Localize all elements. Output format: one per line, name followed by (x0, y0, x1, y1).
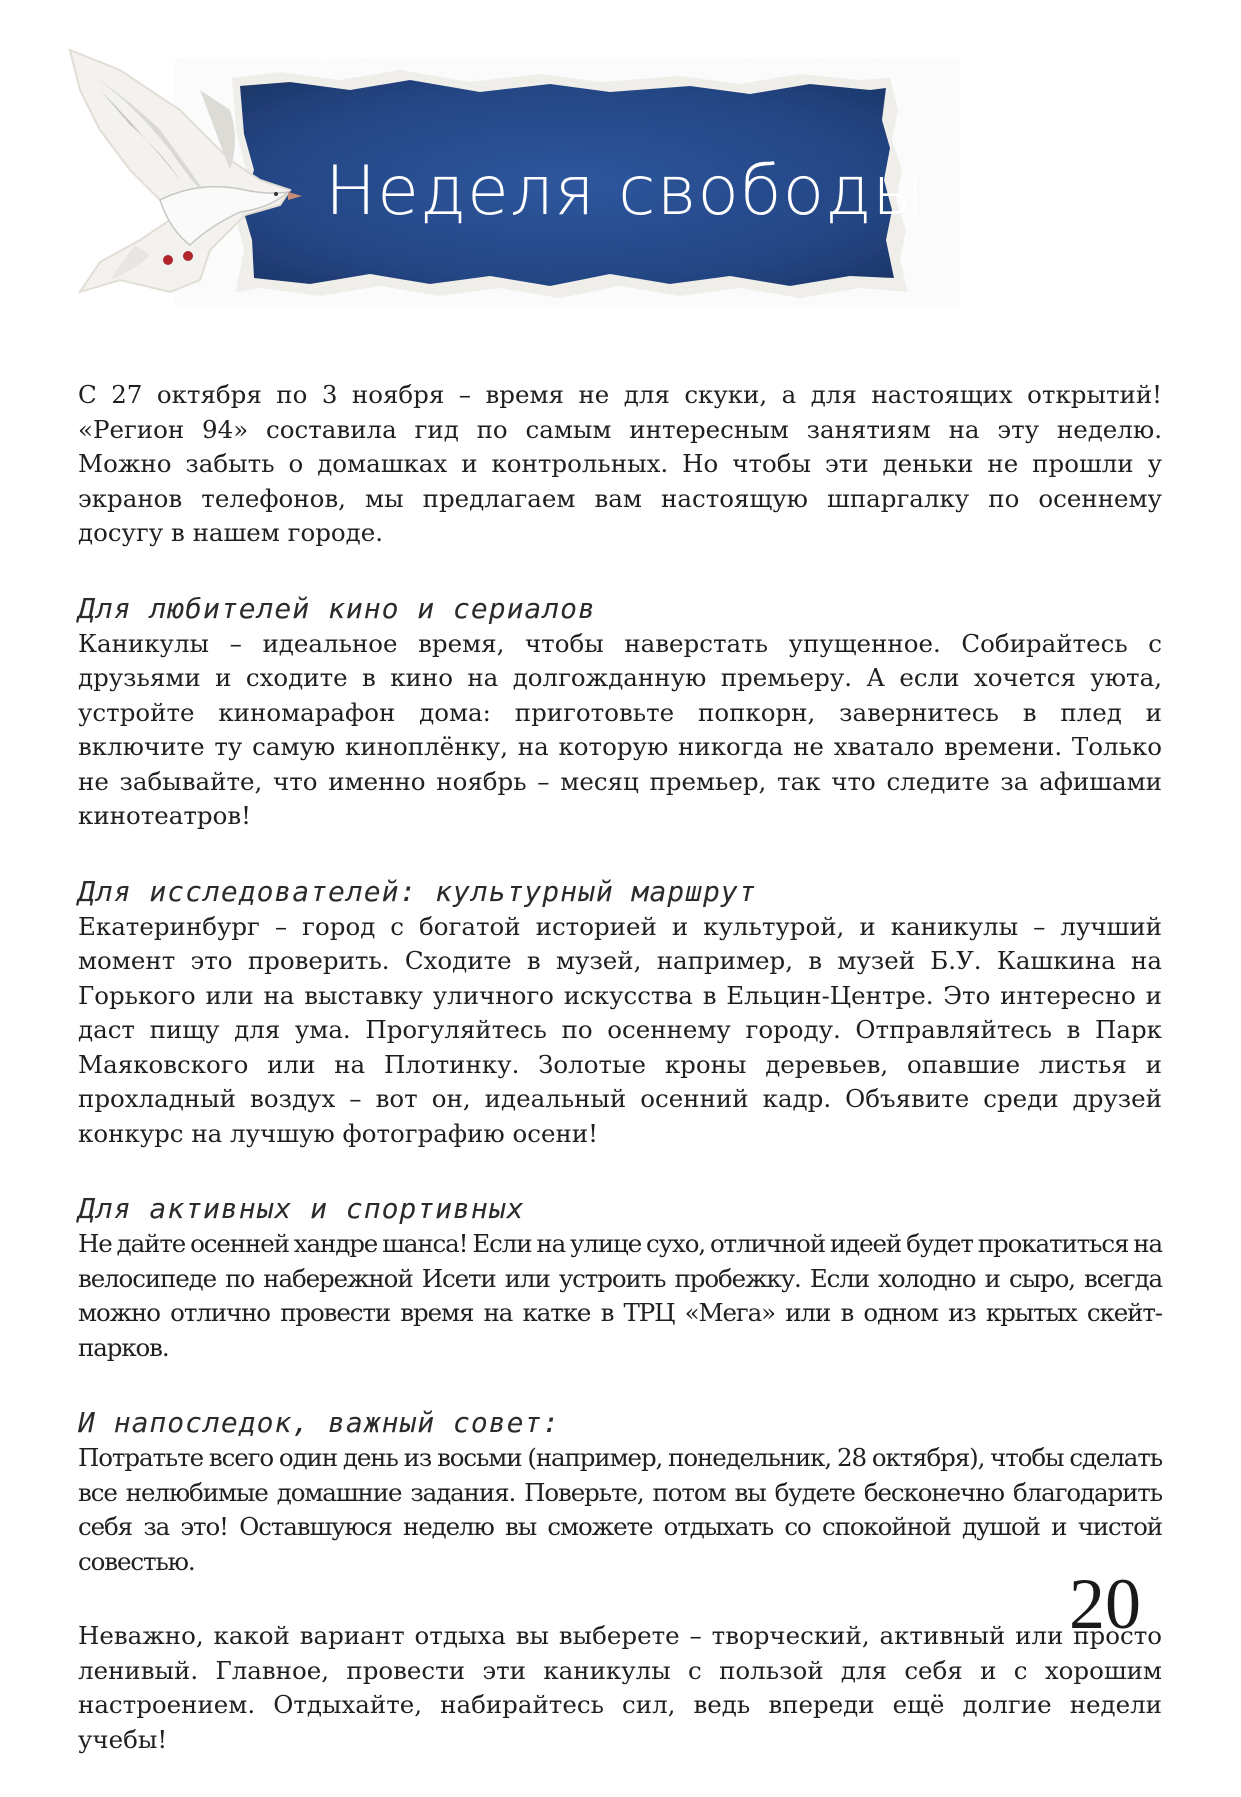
section-heading: Для исследователей: культурный маршрут (78, 874, 757, 908)
intro-paragraph: С 27 октября по 3 ноября – время не для скуки, а для настоящих открытий! «Регион 94» составила гид по самым интересным занятиям на эту неделю. Можно забыть о домашках и контрольных. Но чтобы эти деньки не прошли у экранов телефонов, мы предлагаем вам настоящую шпаргалку по осеннему досугу в нашем городе. (78, 380, 1162, 547)
page-title: Неделя свободы (325, 152, 926, 231)
section-heading: И напоследок, важный совет: (78, 1406, 561, 1439)
header-banner (40, 30, 1020, 330)
section-text: Каникулы – идеальное время, чтобы наверстать упущенное. Собирайтесь с друзьями и сходите в кино на долгожданную премьеру. А если хочется уюта, устройте киномарафон дома: приготовьте попкорн, завернитесь в плед и включите ту самую киноплёнку, на которую никогда не хватало времени. Только не забывайте, что именно ноябрь – месяц премьер, так что следите за афишами кинотеатров! (78, 628, 1162, 830)
section-text: Екатеринбург – город с богатой историей и культурой, и каникулы – лучший момент это проверить. Сходите в музей, например, в музей Б.У. Кашкина на Горького или на выставку уличного искусства в Ельцин-Центре. Это интересно и даст пищу для ума. Прогуляйтесь по осеннему городу. Отправляйтесь в Парк Маяковского или на Плотинку. Золотые кроны деревьев, опавшие листья и прохладный воздух – вот он, идеальный осенний кадр. Объявите среди друзей конкурс на лучшую фотографию осени! (78, 911, 1162, 1148)
outro-paragraph: Неважно, какой вариант отдыха вы выберете – творческий, активный или просто ленивый. Главное, провести эти каникулы с пользой для себя и с хорошим настроением. Отдыхайте, набирайтесь сил, ведь впереди ещё долгие недели учебы! (78, 1621, 1162, 1754)
section-heading: Для активных и спортивных (78, 1192, 525, 1225)
section-heading: Для любителей кино и сериалов (78, 591, 596, 625)
section-advice (78, 1405, 1162, 1579)
section-text: Потратьте всего один день из восьми (например, понедельник, 28 октября), чтобы сделать все нелюбимые домашние задания. Поверьте, потом вы будете бесконечно благодарить себя за это! Оставшуюся неделю вы сможете отдыхать со спокойной душой и чистой совестью. (78, 1443, 1162, 1576)
section-sport (78, 1191, 1162, 1365)
page-number: 20 (1069, 1564, 1141, 1644)
section-cinema (78, 591, 1162, 834)
article-body (78, 378, 1162, 1797)
section-culture (78, 874, 1162, 1152)
section-text: Не дайте осенней хандре шанса! Если на улице сухо, отличной идеей будет прокатиться на велосипеде по набережной Исети или устроить пробежку. Если холодно и сыро, всегда можно отлично провести время на катке в ТРЦ «Мега» или в одном из крытых скейт-парков. (78, 1229, 1162, 1362)
